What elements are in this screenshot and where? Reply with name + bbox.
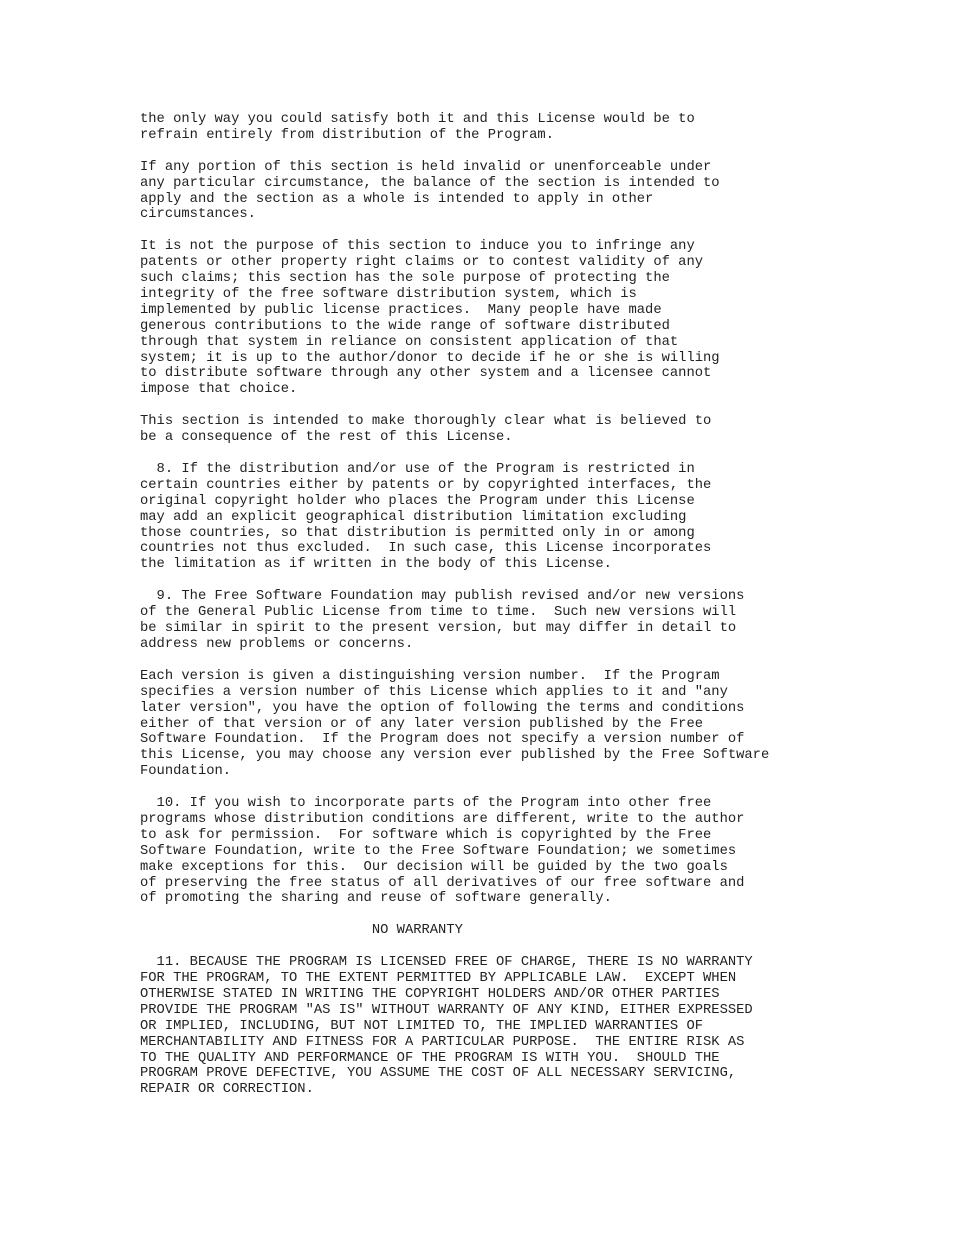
section-9	[140, 589, 940, 653]
text-line: later version", you have the option of following the terms and conditions	[140, 700, 745, 716]
text-line: either of that version or of any later version published by the Free	[140, 716, 704, 732]
text-line: may add an explicit geographical distribution limitation excluding	[140, 509, 687, 525]
text-line: integrity of the free software distribution system, which is	[140, 287, 637, 303]
section-8	[140, 462, 940, 573]
text-line: of the General Public License from time to time. Such new versions will	[140, 605, 737, 621]
text-line: FOR THE PROGRAM, TO THE EXTENT PERMITTED BY APPLICABLE LAW. EXCEPT WHEN	[140, 971, 737, 987]
text-line: such claims; this section has the sole purpose of protecting the	[140, 271, 670, 287]
text-line: this License, you may choose any version ever published by the Free Software	[140, 748, 770, 764]
text-line: OR IMPLIED, INCLUDING, BUT NOT LIMITED TO, THE IMPLIED WARRANTIES OF	[140, 1018, 704, 1034]
text-line: Software Foundation. If the Program does not specify a version number of	[140, 732, 745, 748]
para-version-number	[140, 669, 940, 780]
text-line: apply and the section as a whole is intended to apply in other	[140, 191, 654, 207]
text-line: refrain entirely from distribution of the Program.	[140, 127, 554, 143]
text-line: TO THE QUALITY AND PERFORMANCE OF THE PROGRAM IS WITH YOU. SHOULD THE	[140, 1050, 720, 1066]
text-line: original copyright holder who places the Program under this License	[140, 493, 695, 509]
text-line: Each version is given a distinguishing version number. If the Program	[140, 668, 720, 684]
text-line: impose that choice.	[140, 382, 298, 398]
text-line: patents or other property right claims or to contest validity of any	[140, 255, 704, 271]
text-line: PROGRAM PROVE DEFECTIVE, YOU ASSUME THE COST OF ALL NECESSARY SERVICING,	[140, 1066, 737, 1082]
text-line: If any portion of this section is held invalid or unenforceable under	[140, 159, 712, 175]
para-portion-invalid	[140, 160, 940, 224]
text-line: Software Foundation, write to the Free Software Foundation; we sometimes	[140, 843, 737, 859]
text-line: 9. The Free Software Foundation may publish revised and/or new versions	[140, 589, 745, 605]
text-line: PROVIDE THE PROGRAM "AS IS" WITHOUT WARRANTY OF ANY KIND, EITHER EXPRESSED	[140, 1002, 753, 1018]
text-line: be similar in spirit to the present version, but may differ in detail to	[140, 621, 737, 637]
section-11	[140, 955, 940, 1098]
para-not-purpose	[140, 239, 940, 398]
text-line: REPAIR OR CORRECTION.	[140, 1082, 314, 1098]
text-line: implemented by public license practices. Many people have made	[140, 302, 662, 318]
text-line: to distribute software through any other system and a licensee cannot	[140, 366, 712, 382]
para-thoroughly-clear	[140, 414, 940, 446]
text-line: NO WARRANTY	[140, 923, 463, 939]
text-line: the limitation as if written in the body of this License.	[140, 557, 612, 573]
text-line: make exceptions for this. Our decision will be guided by the two goals	[140, 859, 728, 875]
license-text-page	[140, 112, 940, 1114]
text-line: the only way you could satisfy both it and this License would be to	[140, 112, 695, 127]
text-line: specifies a version number of this License which applies to it and "any	[140, 684, 728, 700]
text-line: MERCHANTABILITY AND FITNESS FOR A PARTICULAR PURPOSE. THE ENTIRE RISK AS	[140, 1034, 745, 1050]
text-line: address new problems or concerns.	[140, 636, 414, 652]
text-line: 8. If the distribution and/or use of the Program is restricted in	[140, 462, 695, 478]
text-line: to ask for permission. For software which is copyrighted by the Free	[140, 827, 712, 843]
heading-no-warranty	[140, 923, 940, 939]
text-line: Foundation.	[140, 764, 232, 780]
text-line: of promoting the sharing and reuse of software generally.	[140, 891, 612, 907]
text-line: through that system in reliance on consistent application of that	[140, 334, 679, 350]
para-satisfy-both	[140, 112, 940, 144]
text-line: those countries, so that distribution is permitted only in or among	[140, 525, 695, 541]
text-line: 10. If you wish to incorporate parts of the Program into other free	[140, 796, 712, 812]
text-line: 11. BECAUSE THE PROGRAM IS LICENSED FREE OF CHARGE, THERE IS NO WARRANTY	[140, 955, 753, 971]
text-line: certain countries either by patents or by copyrighted interfaces, the	[140, 477, 712, 493]
text-line: of preserving the free status of all derivatives of our free software and	[140, 875, 745, 891]
text-line: OTHERWISE STATED IN WRITING THE COPYRIGHT HOLDERS AND/OR OTHER PARTIES	[140, 986, 720, 1002]
text-line: any particular circumstance, the balance of the section is intended to	[140, 175, 720, 191]
text-line: It is not the purpose of this section to induce you to infringe any	[140, 239, 695, 255]
text-line: circumstances.	[140, 207, 256, 223]
text-line: generous contributions to the wide range of software distributed	[140, 318, 670, 334]
text-line: This section is intended to make thoroughly clear what is believed to	[140, 414, 712, 430]
section-10	[140, 796, 940, 907]
text-line: countries not thus excluded. In such case, this License incorporates	[140, 541, 712, 557]
text-line: programs whose distribution conditions are different, write to the author	[140, 811, 745, 827]
text-line: system; it is up to the author/donor to decide if he or she is willing	[140, 350, 720, 366]
text-line: be a consequence of the rest of this License.	[140, 430, 513, 446]
